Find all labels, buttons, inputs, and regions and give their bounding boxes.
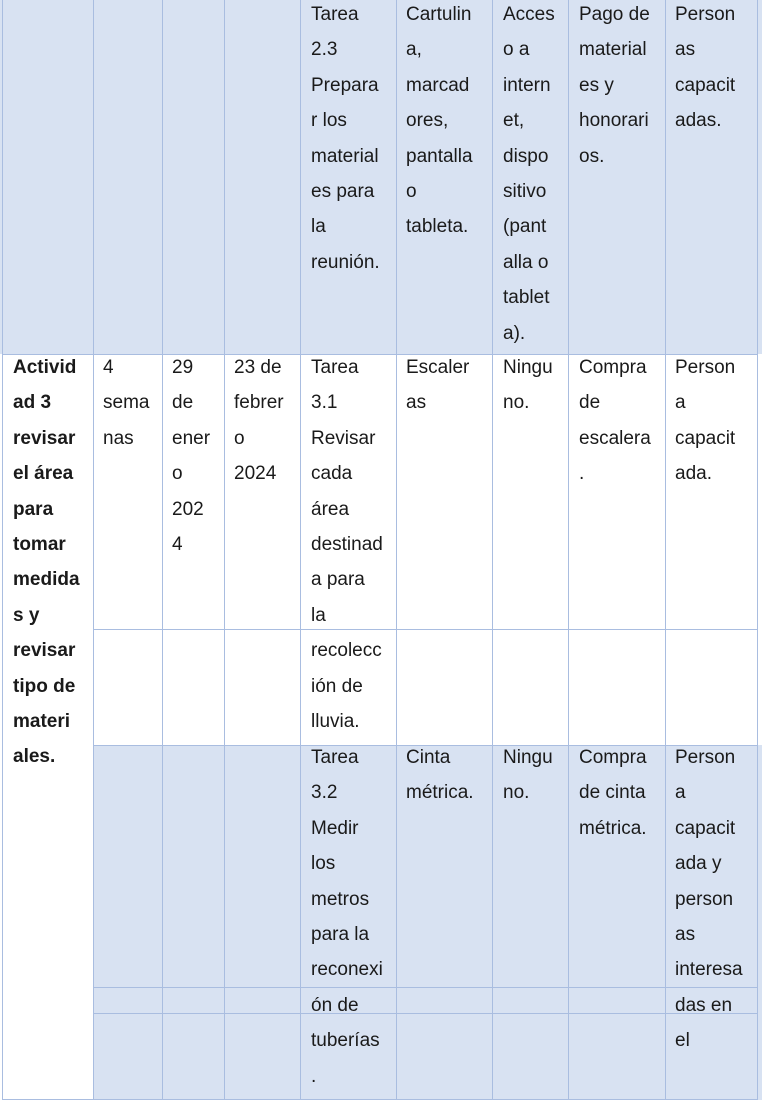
cell-task-2-3-material-resources: Cartulin a, marcad ores, pantalla o tableta. [406,4,473,238]
grid-line [396,0,397,1100]
cell-task-2-3-financial-resources: Pago de material es y honorari os. [579,4,650,167]
cell-task-3-2-human-resources: Person a capacit ada y person as interesa das en el [675,747,743,1052]
grid-line [93,0,94,1100]
cell-task-3-2-tech-resources: Ningu no. [503,747,553,804]
grid-line [757,0,758,1100]
grid-line [162,0,163,1100]
grid-line [300,0,301,1100]
grid-line [224,0,225,1100]
cell-task-3-2: Tarea 3.2 Medir los metros para la reconexi ón de tuberías . [311,747,383,1087]
cell-activity-3: Activid ad 3 revisar el área para tomar medida s y revisar tipo de materi ales. [13,357,80,768]
cell-task-3-1-human-resources: Person a capacit ada. [675,357,736,485]
cell-task-2-3-human-resources: Person as capacit adas. [675,4,736,132]
grid-line [2,0,3,1100]
cell-task-3-2-material-resources: Cinta métrica. [406,747,474,804]
cell-task-3-1-tech-resources: Ningu no. [503,357,553,414]
grid-line [568,0,569,1100]
cell-task-3-1: Tarea 3.1 Revisar cada área destinad a para la recolecc ión de lluvia. [311,357,383,733]
cell-task-2-3-tech-resources: Acces o a intern et, dispo sitivo (pant alla o tablet a). [503,4,555,344]
cell-task-3-2-financial-resources: Compra de cinta métrica. [579,747,647,839]
grid-line [665,0,666,1100]
cell-activity-3-duration: 4 sema nas [103,357,150,449]
cell-task-2-3: Tarea 2.3 Prepara r los material es para la reunión. [311,4,380,273]
cell-activity-3-end-date: 23 de febrer o 2024 [234,357,284,485]
grid-line [492,0,493,1100]
grid-line [93,629,758,630]
cell-task-3-1-material-resources: Escaler as [406,357,470,414]
grid-line [2,1099,758,1100]
grid-line [93,1013,758,1014]
grid-line [93,987,758,988]
cell-task-3-1-financial-resources: Compra de escalera . [579,357,651,485]
cell-activity-3-start-date: 29 de ener o 202 4 [172,357,211,556]
